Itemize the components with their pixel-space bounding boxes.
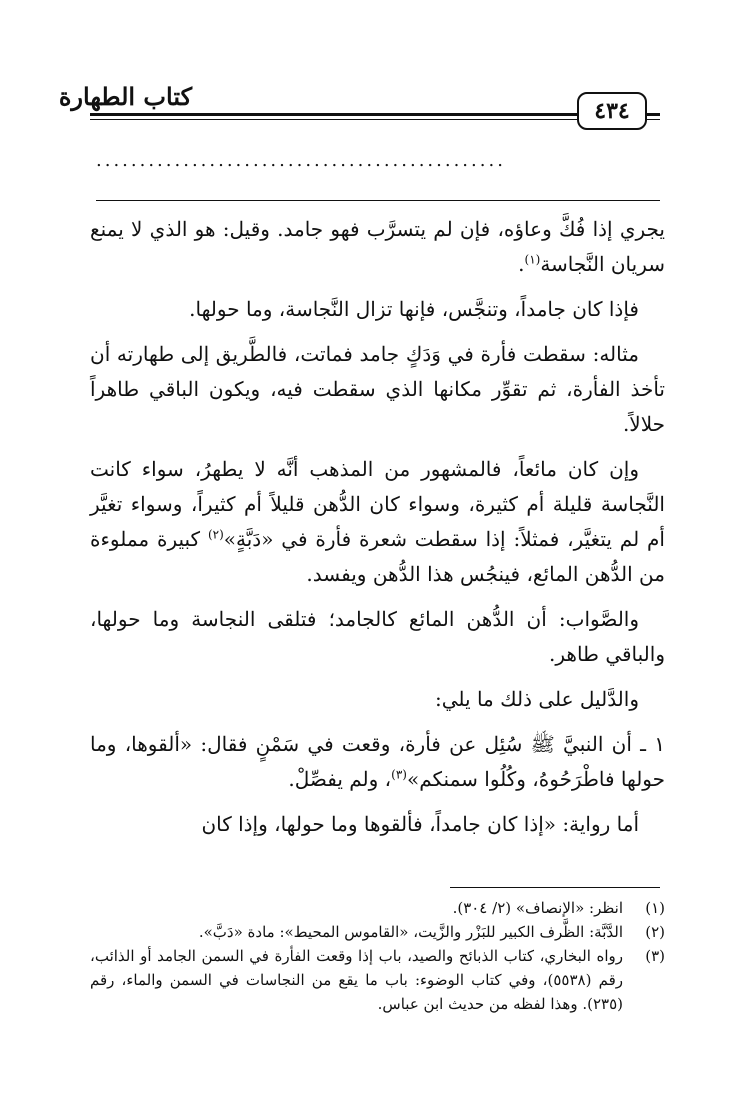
footnote-ref-1[interactable]: (١) xyxy=(524,252,541,267)
footnote-ref-3[interactable]: (٣) xyxy=(391,767,407,782)
paragraph-4: وإن كان مائعاً، فالمشهور من المذهب أنَّه لا يطهرُ، سواء كانت النَّجاسة قليلة أم كثيرة، وسواء كان الدُّهن قليلاً أم كثيراً، وسواء تغيَّر أم لم يتغيَّر، فمثلاً: إذا سقطت شعرة فأرة في «دَبَّةٍ»$^{(٢)}$ كبيرة مملوءة من الدُّهن المائع، فينجُس هذا الدُّهن ويفسد. xyxy=(90,457,665,586)
running-header-title: كتاب الطهارة xyxy=(58,82,192,111)
footnote-rule xyxy=(450,887,660,888)
footnote-ref-2[interactable]: (٢) xyxy=(207,527,224,542)
paragraph-2: فإذا كان جامداً، وتنجَّس، فإنها تزال النَّجاسة، وما حولها. xyxy=(189,297,639,321)
paragraph-3: مثاله: سقطت فأرة في وَدَكٍ جامد فماتت، فالطَّريق إلى طهارته أن تأخذ الفأرة، ثم تقوِّر مكانها الذي سقطت فيه، ويكون الباقي طاهراً حلالاً. xyxy=(90,342,665,436)
paragraph-7: ١ ـ أن النبيَّ ﷺ سُئِل عن فأرة، وقعت في سَمْنٍ فقال: «ألقوها، وما حولها فاطْرَحُوهُ، وكُلُوا سمنكم»$^{(٣)}$، ولم يفصِّلْ. xyxy=(90,732,665,791)
footnote-text: انظر: «الإنصاف» (٢/ ٣٠٤). xyxy=(452,899,623,917)
footnote-number: (٣) xyxy=(645,947,665,965)
paragraph-5: والصَّواب: أن الدُّهن المائع كالجامد؛ فتلقى النجاسة وما حولها، والباقي طاهر. xyxy=(90,607,665,666)
paragraph-6: والدَّليل على ذلك ما يلي: xyxy=(435,687,639,711)
footnote-text: رواه البخاري، كتاب الذبائح والصيد، باب إذا وقعت الفأرة في السمن الجامد أو الذائب، رقم (٥٥٣٨)، وفي كتاب الوضوء: باب ما يقع من النجاسات في السمن والماء، رقم (٢٣٥). وهذا لفظه من حديث ابن عباس. xyxy=(90,947,623,1013)
page-number: ٤٣٤ xyxy=(577,92,647,130)
paragraph-1: يجري إذا فُكَّ وعاؤه، فإن لم يتسرَّب فهو جامد. وقيل: هو الذي لا يمنع سريان النَّجاسة$^{(١)}$. xyxy=(90,217,665,276)
footnote-2 xyxy=(90,920,665,944)
footnote-1 xyxy=(90,896,665,920)
footnote-number: (١) xyxy=(645,899,665,917)
main-text xyxy=(90,212,665,852)
header-rule-thick xyxy=(90,113,660,116)
section-rule xyxy=(96,200,660,201)
footnote-3 xyxy=(90,944,665,1016)
footnote-text: الدَّبَّة: الظَّرف الكبير للبَزْر والزَّيت، «القاموس المحيط»: مادة «دَبَّ». xyxy=(198,923,623,941)
paragraph-8: أما رواية: «إذا كان جامداً، فألقوها وما حولها، وإذا كان xyxy=(201,812,639,836)
footnote-number: (٢) xyxy=(645,923,665,941)
footnotes xyxy=(90,896,665,1016)
header-rule-thin xyxy=(90,119,660,120)
dotted-separator: ............................................... xyxy=(96,150,506,171)
